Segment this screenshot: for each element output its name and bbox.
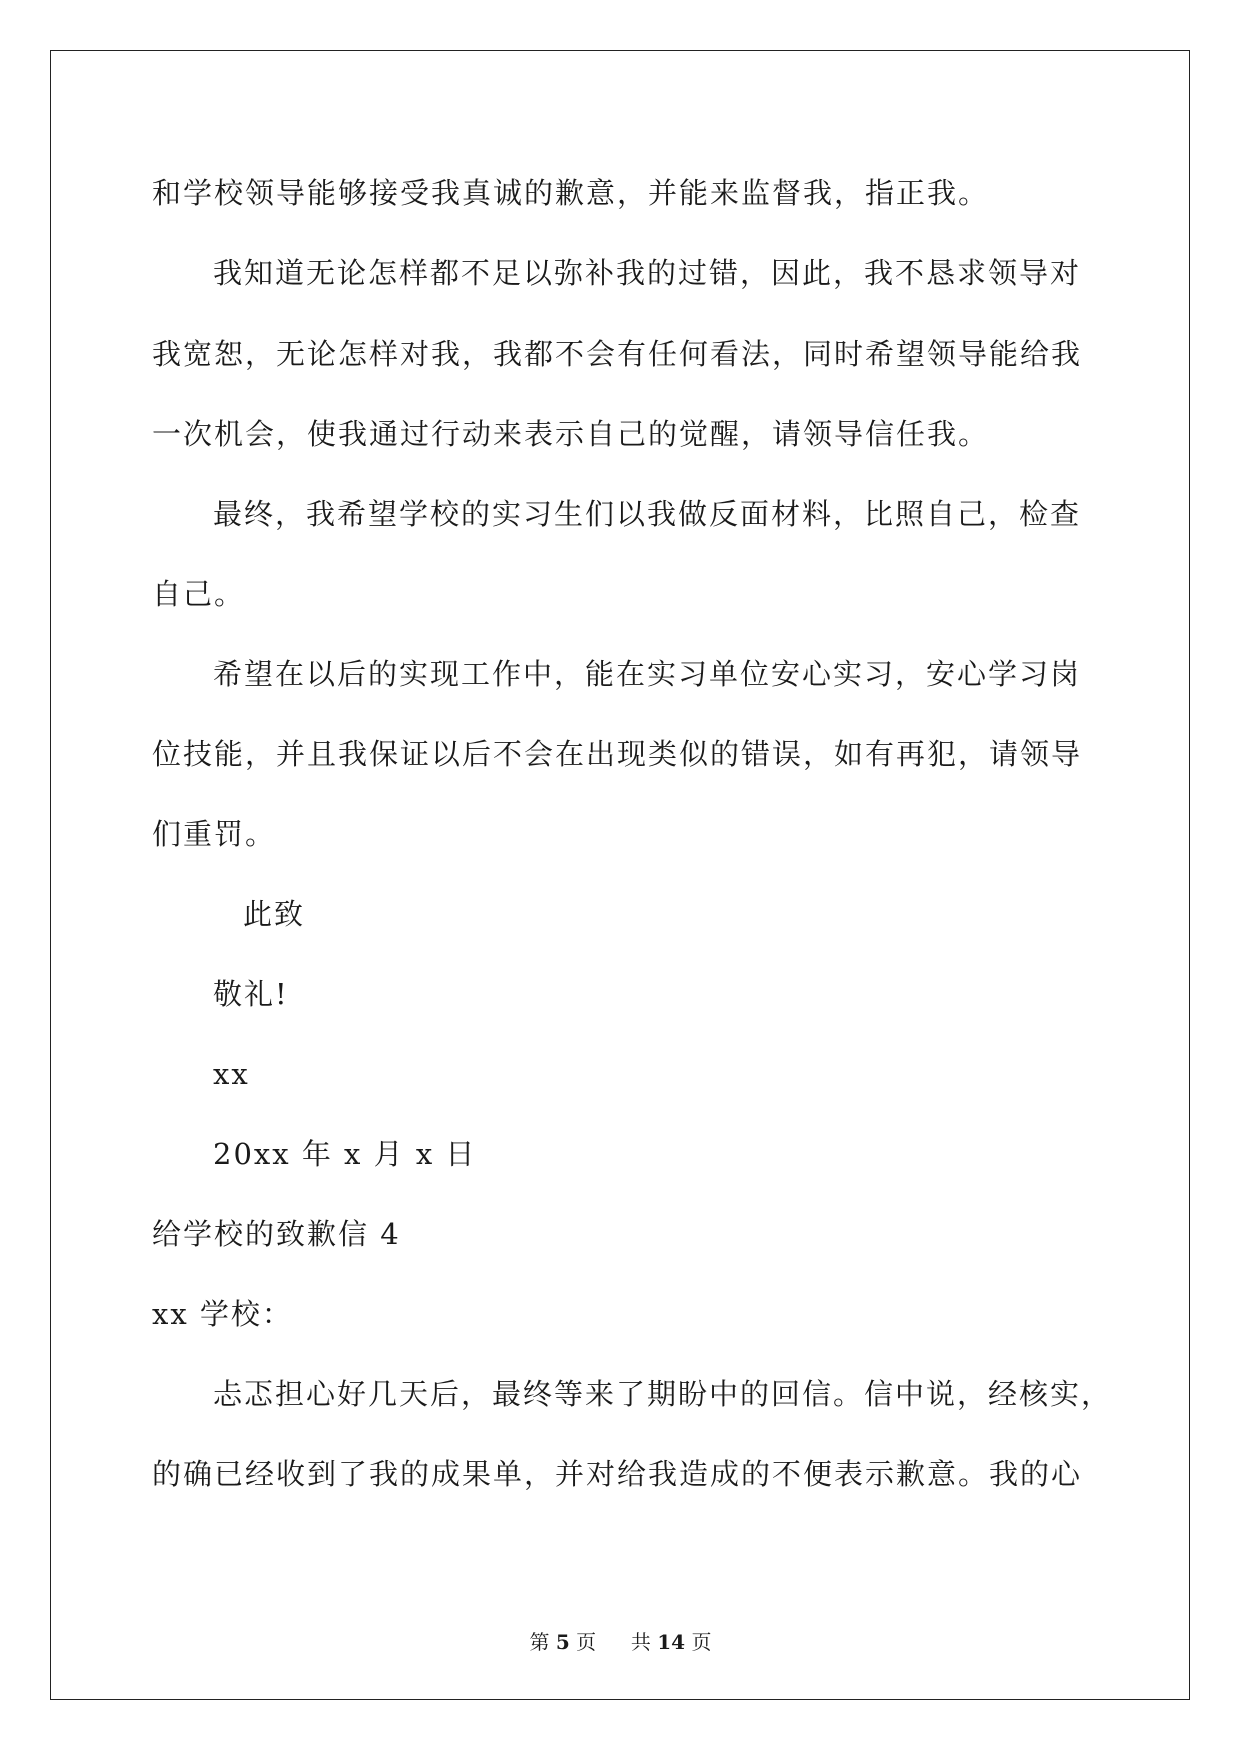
page-footer [0, 1630, 1241, 1654]
footer-total-pages: 14 [657, 1630, 686, 1654]
footer-total-prefix: 共 [630, 1630, 651, 1654]
footer-page-suffix: 页 [576, 1630, 597, 1654]
salutation-regards: 敬礼! [213, 977, 289, 1011]
signature-name: xx [213, 1057, 250, 1091]
text-line: 我宽恕，无论怎样对我，我都不会有任何看法，同时希望领导能给我 [152, 337, 1083, 371]
text-line: 们重罚。 [152, 817, 277, 851]
text-line: 一次机会，使我通过行动来表示自己的觉醒，请领导信任我。 [152, 417, 990, 451]
footer-prefix: 第 [529, 1630, 550, 1654]
footer-page-number: 5 [555, 1630, 570, 1654]
text-line: 最终，我希望学校的实习生们以我做反面材料，比照自己，检查 [213, 497, 1082, 531]
section-title: 给学校的致歉信 4 [152, 1217, 401, 1251]
text-line: 自己。 [152, 577, 246, 611]
text-line: 希望在以后的实现工作中，能在实习单位安心实习，安心学习岗 [213, 657, 1082, 691]
text-line: 位技能，并且我保证以后不会在出现类似的错误，如有再犯，请领导 [152, 737, 1083, 771]
text-line: 和学校领导能够接受我真诚的歉意，并能来监督我，指正我。 [152, 176, 990, 210]
footer-total-suffix: 页 [691, 1630, 712, 1654]
text-line: 我知道无论怎样都不足以弥补我的过错，因此，我不恳求领导对 [213, 256, 1082, 290]
text-line: 忐忑担心好几天后，最终等来了期盼中的回信。信中说，经核实， [213, 1377, 1113, 1411]
salutation-closing: 此致 [243, 897, 306, 931]
text-line: 的确已经收到了我的成果单，并对给我造成的不便表示歉意。我的心 [152, 1457, 1083, 1491]
signature-date: 20xx 年 x 月 x 日 [213, 1137, 477, 1171]
page-frame [50, 50, 1190, 1700]
greeting: xx 学校： [152, 1297, 293, 1331]
